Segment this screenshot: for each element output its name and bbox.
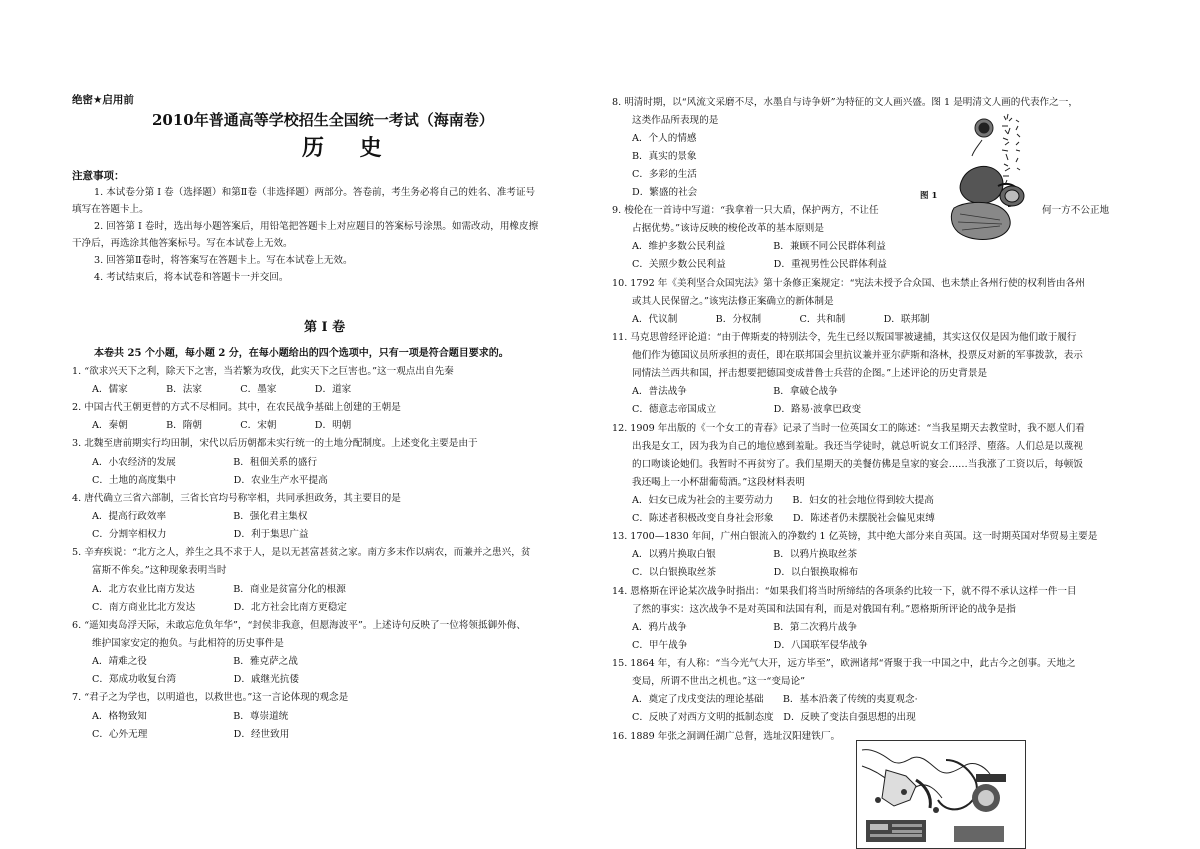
question-line: 富斯不侔矣。”这种现象表明当时	[92, 565, 227, 576]
question-line: 出我是女工，因为我为自己的地位感到羞耻。我还当学徒时，就总听说女工们轻浮、堕落。人们总是以蔑视	[632, 441, 1083, 452]
q16-map-image	[856, 740, 1026, 849]
question-line: 4. 唐代确立三省六部制，三省长官均号称宰相，共同承担政务，其主要目的是	[72, 493, 401, 504]
exam-title: 2010年普通高等学校招生全国统一考试（海南卷）	[152, 111, 494, 129]
option-line: A．代议制 B．分权制 C．共和制 D．联邦制	[632, 314, 930, 325]
option-line: A．秦朝 B．隋朝 C．宋朝 D．明朝	[92, 420, 352, 431]
note-line: 4. 考试结束后，将本试卷和答题卡一并交回。	[94, 272, 289, 283]
figure-1-painting-image	[942, 110, 1028, 250]
question-line: 或其人民保留之。”该宪法修正案确立的新体制是	[632, 296, 834, 307]
option-line: A．北方农业比南方发达 B．商业是贫富分化的根源	[92, 584, 346, 595]
question-line: 10. 1792 年《美利坚合众国宪法》第十条修正案规定：“宪法未授予合众国、也未禁止各州行使的权利皆由各州	[612, 278, 1085, 289]
option-line: A．普法战争 B．拿破仑战争	[632, 386, 838, 397]
note-line: 2. 回答第 I 卷时，选出每小题答案后，用铅笔把答题卡上对应题目的答案标号涂黑。如需改动，用橡皮擦	[94, 221, 539, 232]
note-line: 3. 回答第Ⅱ卷时，将答案写在答题卡上。写在本试卷上无效。	[94, 255, 353, 266]
question-line: 同情法兰西共和国，抨击想要把德国变成普鲁士兵营的企图。”上述评论的历史背景是	[632, 368, 988, 379]
option-line: A．小农经济的发展 B．租佃关系的盛行	[92, 457, 318, 468]
question-line: 12. 1909 年出版的《一个女工的青春》记录了当时一位英国女工的陈述：“当我星期天去教堂时，我不愿人们看	[612, 423, 1085, 434]
question-line: 维护国家安定的抱负。与此相符的历史事件是	[92, 638, 284, 649]
note-line: 干净后，再选涂其他答案标号。写在本试卷上无效。	[72, 238, 293, 249]
option-line: D．繁盛的社会	[632, 187, 698, 198]
option-line: C．心外无理 D．经世致用	[92, 729, 290, 740]
section-instruction: 本卷共 25 个小题，每小题 2 分，在每小题给出的四个选项中，只有一项是符合题目要求的。	[94, 348, 509, 359]
question-line: 15. 1864 年，有人称：“当今光气大开，远方毕至”，欧洲诸邦“胥聚于我一中国之中，此古今之创事。天地之	[612, 658, 1076, 669]
option-line: C．德意志帝国成立 D．路易·波拿巴政变	[632, 404, 862, 415]
question-line: 13. 1700—1830 年间，广州白银流入的净数约 1 亿英镑，其中绝大部分来自英国。这一时期英国对华贸易主要是	[612, 531, 1098, 542]
question-line: 14. 恩格斯在评论某次战争时指出：“如果我们将当时所缔结的各项条约比较一下，就不得不承认这样一件一目	[612, 586, 1077, 597]
option-line: A．个人的情感	[632, 133, 697, 144]
question-line: 了然的事实：这次战争不是对英国和法国有利，而是对俄国有利。”恩格斯所评论的战争是指	[632, 604, 1016, 615]
notes-heading: 注意事项：	[72, 170, 125, 182]
option-line: A．鸦片战争 B．第二次鸦片战争	[632, 622, 858, 633]
option-line: C．多彩的生活	[632, 169, 697, 180]
option-line: C．甲午战争 D．八国联军侵华战争	[632, 640, 868, 651]
secret-label: 绝密★启用前	[72, 94, 134, 106]
option-line: A．奠定了戊戌变法的理论基础 B．基本沿袭了传统的夷夏观念·	[632, 694, 918, 705]
question-line: 11. 马克思曾经评论道：“由于俾斯麦的特别法令，先生已经以叛国罪被逮捕，其实这仅仅是因为他们敢于履行	[612, 332, 1077, 343]
question-line: 1. “欲求兴天下之利，除天下之害，当若繁为攻伐，此实天下之巨害也。”这一观点出自先秦	[72, 366, 454, 377]
option-line: A．妇女已成为社会的主要劳动力 B．妇女的社会地位得到较大提高	[632, 495, 934, 506]
option-line: C．南方商业比北方发达 D．北方社会比南方更稳定	[92, 602, 347, 613]
option-line: A．维护多数公民利益 B．兼顾不同公民群体利益	[632, 241, 886, 252]
note-line: 填写在答题卡上。	[72, 204, 149, 215]
option-line: C．关照少数公民利益 D．重视男性公民群体利益	[632, 259, 887, 270]
option-line: A．提高行政效率 B．强化君主集权	[92, 511, 308, 522]
figure-1-label: 图 1	[920, 191, 938, 201]
question-line: 9. 梭伦在一首诗中写道：“我拿着一只大盾，保护两方，不让任	[612, 205, 879, 216]
question-line: 的口吻谈论她们。我暂时不再贫穷了。我们星期天的美餐仿佛是皇家的宴会……当我涨了工资以后，每顿饭	[632, 459, 1083, 470]
question-line: 我还喝上一小杯甜葡萄酒。”这段材料表明	[632, 477, 805, 488]
option-line: C．反映了对西方文明的抵制态度 D．反映了变法自强思想的出现	[632, 712, 916, 723]
question-line-tail: 何一方不公正地	[1042, 205, 1110, 216]
option-line: A．格物致知 B．尊崇道统	[92, 711, 289, 722]
question-line: 他们作为德国议员所承担的责任，即在联邦国会里抗议兼并亚尔萨斯和洛林，投票反对新的军事拨款，表示	[632, 350, 1083, 361]
section-title: 第 I 卷	[304, 320, 346, 335]
question-line: 2. 中国古代王朝更替的方式不尽相同。其中，在农民战争基础上创建的王朝是	[72, 402, 401, 413]
option-line: A．儒家 B．法家 C．墨家 D．道家	[92, 384, 352, 395]
note-line: 1. 本试卷分第 I 卷（选择题）和第Ⅱ卷（非选择题）两部分。答卷前，考生务必将自己的姓名、准考证号	[94, 187, 536, 198]
option-line: C．以白银换取丝茶 D．以白银换取棉布	[632, 567, 859, 578]
option-line: A．以鸦片换取白银 B．以鸦片换取丝茶	[632, 549, 858, 560]
option-line: A．靖难之役 B．雅克萨之战	[92, 656, 298, 667]
subject-title: 历 史	[302, 135, 396, 161]
question-line: 16. 1889 年张之洞调任湖广总督，选址汉阳建铁厂。	[612, 731, 841, 742]
question-line: 3. 北魏至唐前期实行均田制，宋代以后历朝都未实行统一的土地分配制度。上述变化主要是由于	[72, 438, 478, 449]
question-line: 变局，所谓不世出之机也。”这一“变局论”	[632, 676, 806, 687]
option-line: C．土地的高度集中 D．农业生产水平提高	[92, 475, 328, 486]
option-line: C．分割宰相权力 D．利于集思广益	[92, 529, 309, 540]
question-line: 5. 辛弃疾说：“北方之人，养生之具不求于人，是以无甚富甚贫之家。南方多末作以病农，而兼并之患兴，贫	[72, 547, 531, 558]
question-line: 占据优势。”该诗反映的梭伦改革的基本原则是	[632, 223, 824, 234]
option-line: C．陈述者积极改变自身社会形象 D．陈述者仍未摆脱社会偏见束缚	[632, 513, 935, 524]
question-line: 8. 明清时期，以“风流文采磨不尽，水墨自与诗争妍”为特征的文人画兴盛。图 1 是明清文人画的代表作之一，	[612, 97, 1078, 108]
question-line: 6. “遥知夷岛浮天际，未敢忘危负年华”，“封侯非我意，但愿海波平”。上述诗句反映了一位将领抵御外侮、	[72, 620, 526, 631]
question-line: 7. “君子之为学也，以明道也，以救世也。”这一言论体现的观念是	[72, 692, 349, 703]
option-line: C．郑成功收复台湾 D．戚继光抗倭	[92, 674, 299, 685]
option-line: B．真实的景象	[632, 151, 697, 162]
question-line: 这类作品所表现的是	[632, 115, 719, 126]
